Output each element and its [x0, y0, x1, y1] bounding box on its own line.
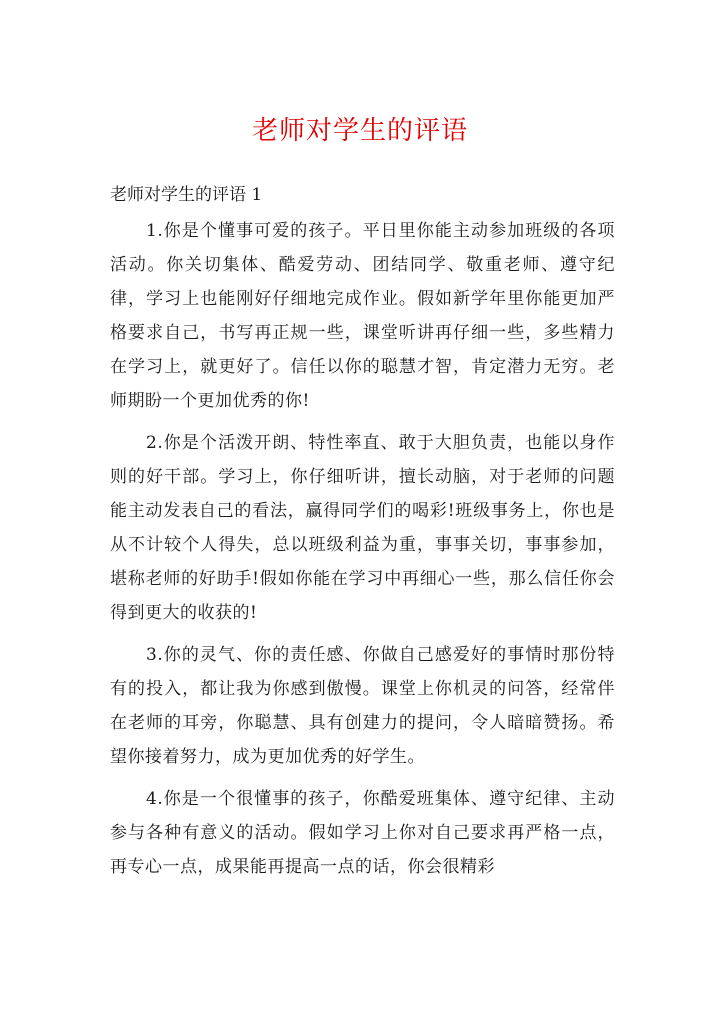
page-title: 老师对学生的评语 — [251, 116, 468, 146]
paragraph-2: 2.你是个活泼开朗、特性率直、敢于大胆负责，也能以身作则的好干部。学习上，你仔细听讲，擅长动脑，对于老师的问题能主动发表自己的看法，赢得同学们的喝彩!班级事务上，你也是从不计较个人得失，总以班级利益为重，事事关切，事事参加，堪称老师的好助手!假如你能在学习中再细心一些，那么信任你会得到更大的收获的! — [110, 433, 615, 623]
paragraph-4: 4.你是一个很懂事的孩子，你酷爱班集体、遵守纪律、主动参与各种有意义的活动。假如学习上你对自己要求再严格一点，再专心一点，成果能再提高一点的话，你会很精彩 — [110, 789, 615, 877]
paragraph-3: 3.你的灵气、你的责任感、你做自己感爱好的事情时那份特有的投入，都让我为你感到傲慢。课堂上你机灵的问答，经常伴在老师的耳旁，你聪慧、具有创建力的提问，令人暗暗赞扬。希望你接着努力，成为更加优秀的好学生。 — [110, 645, 615, 767]
section-heading: 老师对学生的评语 1 — [110, 185, 263, 205]
body-text — [110, 214, 615, 892]
paragraph-1: 1.你是个懂事可爱的孩子。平日里你能主动参加班级的各项活动。你关切集体、酷爱劳动、团结同学、敬重老师、遵守纪律，学习上也能刚好仔细地完成作业。假如新学年里你能更加严格要求自己，书写再正规一些，课堂听讲再仔细一些，多些精力在学习上，就更好了。信任以你的聪慧才智，肯定潜力无穷。老师期盼一个更加优秀的你! — [110, 221, 615, 411]
